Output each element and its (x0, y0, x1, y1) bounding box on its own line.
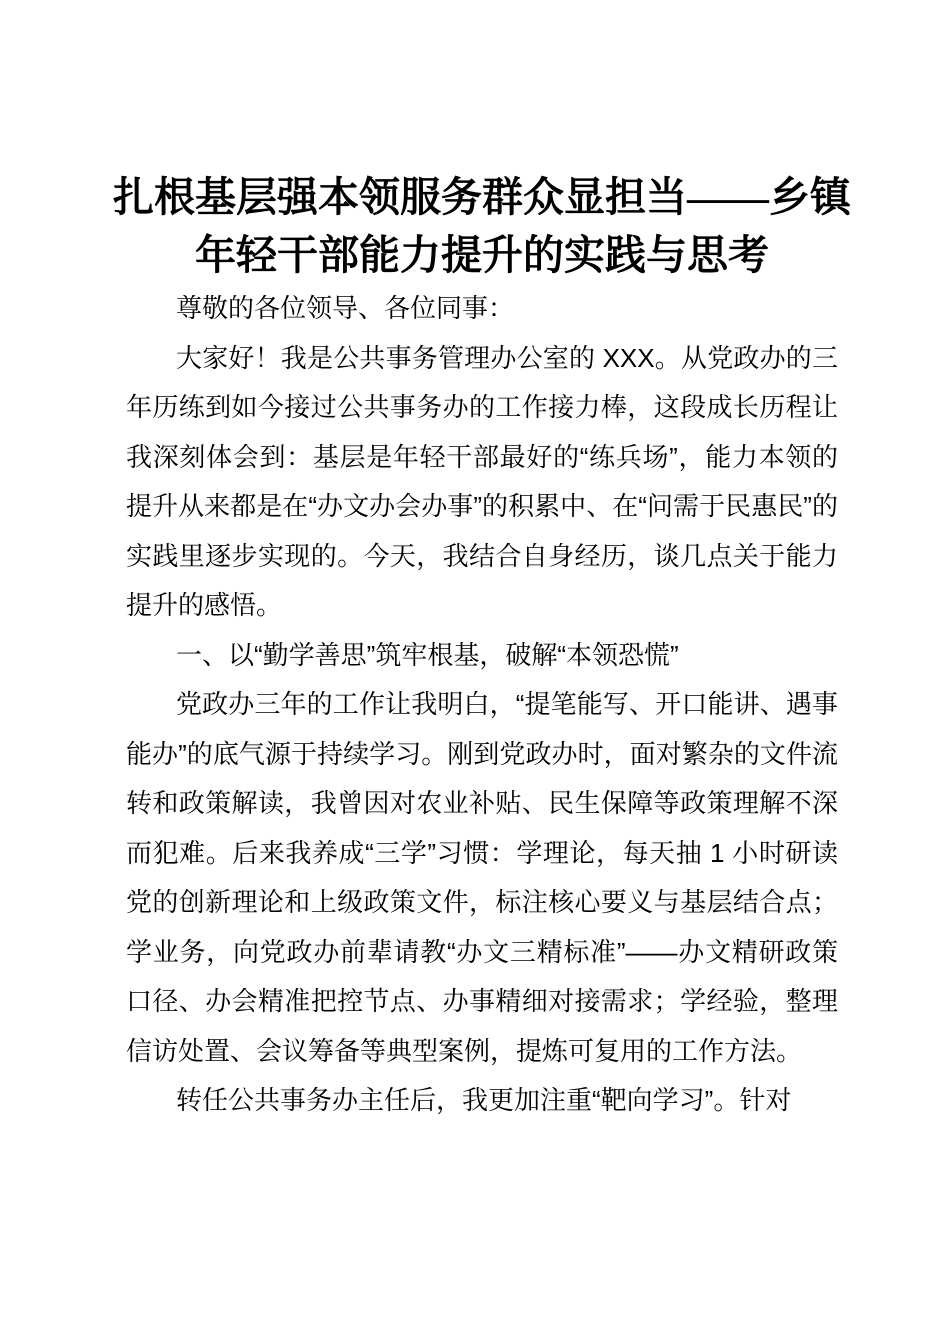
continuation-paragraph: 转任公共事务办主任后，我更加注重“靶向学习”。针对 (176, 1085, 792, 1115)
document-title: 扎根基层强本领服务群众显担当——乡镇年轻干部能力提升的实践与思考 (113, 174, 851, 278)
intro-paragraph: 大家好！我是公共事务管理办公室的 XXX。从党政办的三年历练到如今接过公共事务办的工作接力棒，这段成长历程让我深刻体会到：基层是年轻干部最好的“练兵场”，能力本领的提升从来都是在“办文办会办事”的积累中、在“问需于民惠民”的实践里逐步实现的。今天，我结合自身经历，谈几点关于能力提升的感悟。 (126, 342, 838, 620)
study-habits-paragraph: 党政办三年的工作让我明白，“提笔能写、开口能讲、遇事能办”的底气源于持续学习。刚到党政办时，面对繁杂的文件流转和政策解读，我曾因对农业补贴、民生保障等政策理解不深而犯难。后来我养成“三学”习惯：学理论，每天抽 1 小时研读党的创新理论和上级政策文件，标注核心要义与基层结合点；学业务，向党政办前辈请教“办文三精标准”——办文精研政策口径、办会精准把控节点、办事精细对接需求；学经验，整理信访处置、会议筹备等典型案例，提炼可复用的工作方法。 (126, 689, 838, 1066)
section-heading-1: 一、以“勤学善思”筑牢根基，破解“本领恐慌” (176, 639, 679, 670)
document-body (126, 284, 838, 1126)
salutation-line: 尊敬的各位领导、各位同事： (176, 293, 515, 323)
